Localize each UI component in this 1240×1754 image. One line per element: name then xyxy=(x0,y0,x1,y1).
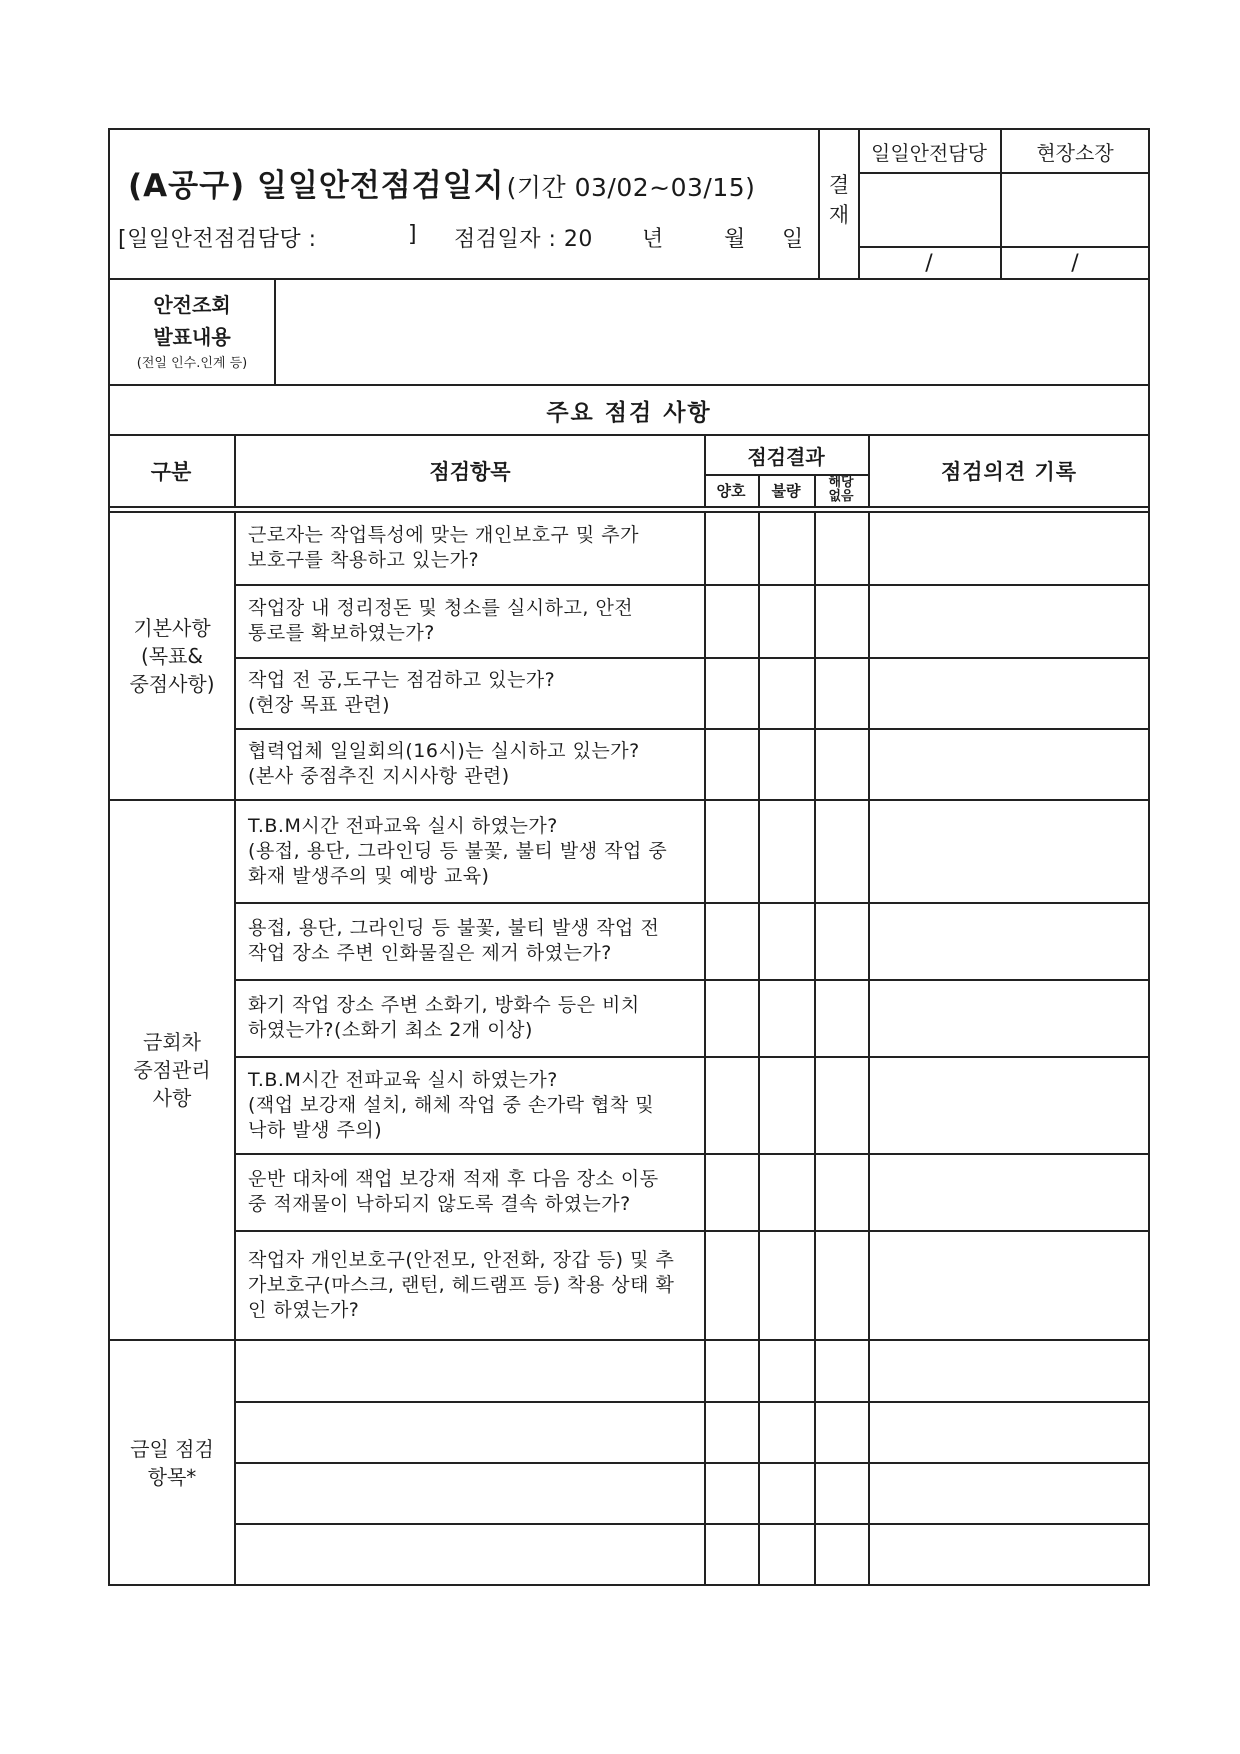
col-opinion: 점검의견 기록 xyxy=(940,460,1078,484)
check-item: 작업장 내 정리정돈 및 청소를 실시하고, 안전 통로를 확보하였는가? xyxy=(248,597,634,644)
col-category: 구분 xyxy=(150,460,192,484)
check-item-blank xyxy=(236,1524,704,1584)
check-item-blank xyxy=(236,1340,704,1401)
title-main: (A공구) 일일안전점검일지 xyxy=(128,168,505,204)
check-item: 용접, 용단, 그라인딩 등 불꽃, 불티 발생 작업 전 작업 장소 주변 인화물질은 제거 하였는가? xyxy=(248,917,660,964)
section-title: 주요 점검 사항 xyxy=(546,399,712,426)
check-item: 작업자 개인보호구(안전모, 안전화, 장갑 등) 및 추 가보호구(마스크, 랜턴, 헤드램프 등) 착용 상태 확 인 하였는가? xyxy=(248,1248,675,1321)
approval-header-line xyxy=(858,172,1150,174)
briefing-note: (전일 인수.인계 등) xyxy=(136,356,248,371)
body-v-item xyxy=(704,512,706,1586)
approver-1-date-slash: / xyxy=(925,250,933,276)
header-double-line-1 xyxy=(108,506,1150,508)
title-period: (기간 03/02~03/15) xyxy=(506,173,756,202)
approval-label xyxy=(820,160,858,240)
check-item-blank xyxy=(236,1463,704,1523)
manager-line xyxy=(118,218,818,254)
col-na xyxy=(814,474,868,506)
approver-2-date-slash: / xyxy=(1071,250,1079,276)
body-v-opinion xyxy=(868,512,870,1586)
header-bottom-line xyxy=(108,278,1150,280)
briefing-divider xyxy=(274,278,276,384)
col-bad: 불량 xyxy=(771,481,801,500)
briefing-label xyxy=(110,282,274,382)
header-v-na xyxy=(814,474,816,508)
header-v-category xyxy=(234,434,236,508)
body-v-good xyxy=(758,512,760,1586)
group-label-focus: 금회차 중점관리 사항 xyxy=(133,1030,211,1110)
check-item-blank xyxy=(236,1402,704,1462)
check-item: 협력업체 일일회의(16시)는 실시하고 있는가? (본사 중점추진 지시사항 관련) xyxy=(248,740,640,787)
approval-label-top: 결 xyxy=(828,173,850,197)
check-item: T.B.M시간 전파교육 실시 하였는가? (잭업 보강재 설치, 해체 작업 중 손가락 협착 및 낙하 발생 주의) xyxy=(248,1068,655,1141)
check-item: 운반 대차에 잭업 보강재 적재 후 다음 장소 이동 중 적재물이 낙하되지 않도록 결속 하였는가? xyxy=(248,1168,659,1215)
approval-label-bottom: 재 xyxy=(828,203,850,227)
manager-label: [일일안전점검담당 : xyxy=(118,227,317,252)
header-result-line xyxy=(704,474,868,476)
body-v-bad xyxy=(814,512,816,1586)
manager-close: ] xyxy=(408,222,418,247)
col-item: 점검항목 xyxy=(429,460,511,484)
date-label: 점검일자 : 20 xyxy=(454,227,593,252)
briefing-title-2: 발표내용 xyxy=(153,325,231,349)
header-v-item xyxy=(704,434,706,508)
briefing-title-1: 안전조회 xyxy=(153,293,231,317)
col-good: 양호 xyxy=(716,481,746,500)
header-v-bad xyxy=(758,474,760,508)
approver-1-title: 일일안전담당 xyxy=(871,140,987,165)
header-v-opinion xyxy=(868,434,870,508)
col-na-top: 해당 xyxy=(828,475,854,490)
date-month-unit: 월 xyxy=(724,227,746,252)
approver-2-title: 현장소장 xyxy=(1036,140,1114,165)
col-na-bottom: 없음 xyxy=(828,489,854,504)
group-label-today: 금일 점검 항목* xyxy=(130,1437,214,1489)
check-item: 근로자는 작업특성에 맞는 개인보호구 및 추가 보호구를 착용하고 있는가? xyxy=(248,524,639,571)
group-label-basic: 기본사항 (목표& 중점사항) xyxy=(129,616,215,696)
date-day-unit: 일 xyxy=(782,227,804,252)
date-year-unit: 년 xyxy=(642,227,664,252)
check-item: T.B.M시간 전파교육 실시 하였는가? (용접, 용단, 그라인딩 등 불꽃, 불티 발생 작업 중 화재 발생주의 및 예방 교육) xyxy=(248,814,668,887)
check-item: 작업 전 공,도구는 점검하고 있는가? (현장 목표 관련) xyxy=(248,669,556,716)
form-title xyxy=(128,160,818,204)
check-item: 화기 작업 장소 주변 소화기, 방화수 등은 비치 하였는가?(소화기 최소 2개 이상) xyxy=(248,994,640,1041)
col-result: 점검결과 xyxy=(747,444,825,469)
